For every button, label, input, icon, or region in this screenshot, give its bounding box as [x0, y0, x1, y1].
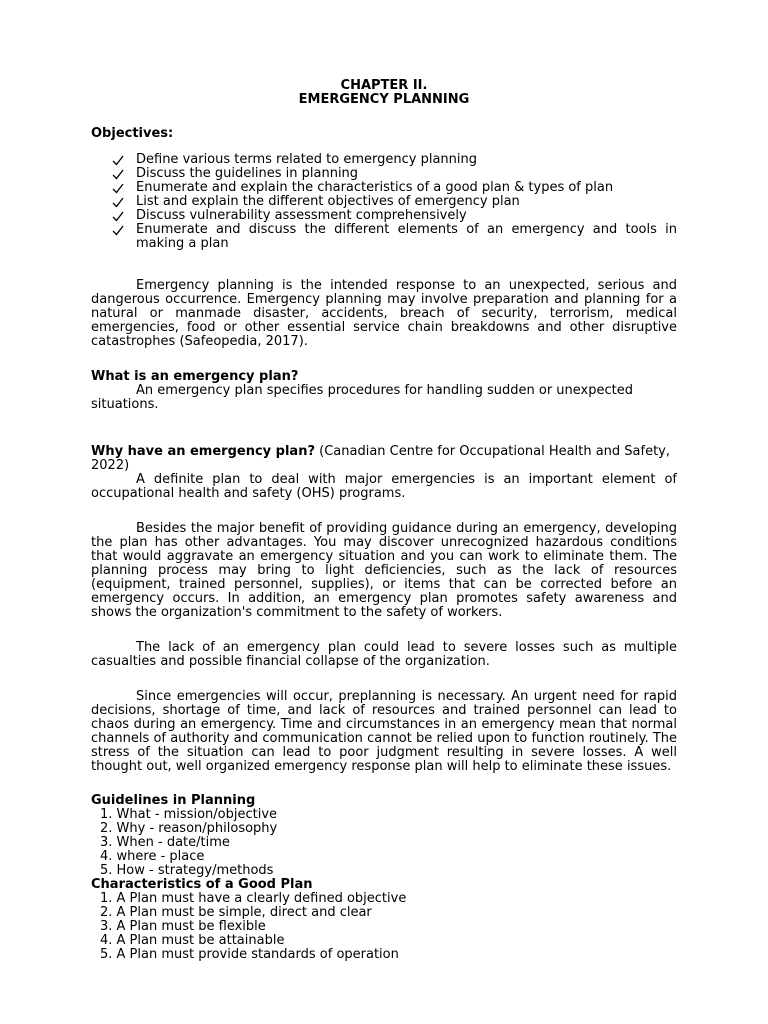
- why-citation: (Canadian Centre for Occupational Health and Safety, 2022): [91, 444, 670, 473]
- list-item: 5. How - strategy/methods: [100, 863, 274, 878]
- list-item: Define various terms related to emergency planning: [91, 153, 677, 167]
- checkmark-icon: [112, 209, 126, 222]
- intro-paragraph: Emergency planning is the intended response to an unexpected, serious and dangerous occurrence. Emergency planning may involve preparation and planning for a natural or manmade disaster, accidents, breach of security, terrorism, medical emergencies, food or other essential service chain breakdowns and other disruptive catastrophes (Safeopedia, 2017).: [91, 278, 677, 349]
- list-item: 4. where - place: [100, 849, 205, 864]
- characteristics-heading: Characteristics of a Good Plan: [91, 877, 313, 892]
- why-paragraph-4: Since emergencies will occur, preplanning is necessary. An urgent need for rapid decisions, shortage of time, and lack of resources and trained personnel can lead to chaos during an emergency. Time and circumstances in an emergency mean that normal channels of authority and communication cannot be relied upon to function routinely. The stress of the situation can lead to poor judgment resulting in severe losses. A well thought out, well organized emergency response plan will help to eliminate these issues.: [91, 689, 677, 774]
- why-heading-line: [91, 445, 677, 473]
- why-paragraph-3: The lack of an emergency plan could lead to severe losses such as multiple casualties and possible financial collapse of the organization.: [91, 640, 677, 669]
- list-item: 1. What - mission/objective: [100, 807, 278, 822]
- list-item: Enumerate and explain the characteristics of a good plan & types of plan: [91, 181, 677, 195]
- list-item: 4. A Plan must be attainable: [100, 933, 285, 948]
- checkmark-icon: [112, 167, 126, 180]
- guidelines-heading: Guidelines in Planning: [91, 793, 256, 808]
- list-item: 2. Why - reason/philosophy: [100, 821, 278, 836]
- checkmark-icon: [112, 181, 126, 194]
- objectives-list: [91, 153, 677, 251]
- why-heading: Why have an emergency plan?: [91, 444, 315, 459]
- document-content: [91, 79, 677, 962]
- list-item: 2. A Plan must be simple, direct and clear: [100, 905, 372, 920]
- list-item: 5. A Plan must provide standards of operation: [100, 947, 399, 962]
- list-item: 3. When - date/time: [100, 835, 230, 850]
- what-paragraph: An emergency plan specifies procedures for handling sudden or unexpected situations.: [91, 383, 633, 412]
- chapter-number: CHAPTER II.: [340, 78, 428, 93]
- list-item: 1. A Plan must have a clearly defined objective: [100, 891, 407, 906]
- checkmark-icon: [112, 195, 126, 208]
- guidelines-list: [91, 808, 677, 878]
- list-item: Discuss vulnerability assessment comprehensively: [91, 209, 677, 223]
- checkmark-icon: [112, 153, 126, 166]
- characteristics-list: [91, 892, 677, 962]
- what-heading: What is an emergency plan?: [91, 369, 299, 384]
- list-item: Enumerate and discuss the different elements of an emergency and tools in making a plan: [91, 223, 677, 251]
- list-item: 3. A Plan must be flexible: [100, 919, 266, 934]
- checkmark-icon: [112, 223, 126, 236]
- why-paragraph-2: Besides the major benefit of providing guidance during an emergency, developing the plan has other advantages. You may discover unrecognized hazardous conditions that would aggravate an emergency situation and you can work to eliminate them. The planning process may bring to light deficiencies, such as the lack of resources (equipment, trained personnel, supplies), or items that can be corrected before an emergency occurs. In addition, an emergency plan promotes safety awareness and shows the organization's commitment to the safety of workers.: [91, 521, 677, 620]
- why-paragraph-1: A definite plan to deal with major emergencies is an important element of occupational health and safety (OHS) programs.: [91, 472, 677, 501]
- list-item: List and explain the different objectives of emergency plan: [91, 195, 677, 209]
- chapter-title: EMERGENCY PLANNING: [298, 92, 470, 107]
- list-item: Discuss the guidelines in planning: [91, 167, 677, 181]
- objectives-heading: Objectives:: [91, 126, 174, 141]
